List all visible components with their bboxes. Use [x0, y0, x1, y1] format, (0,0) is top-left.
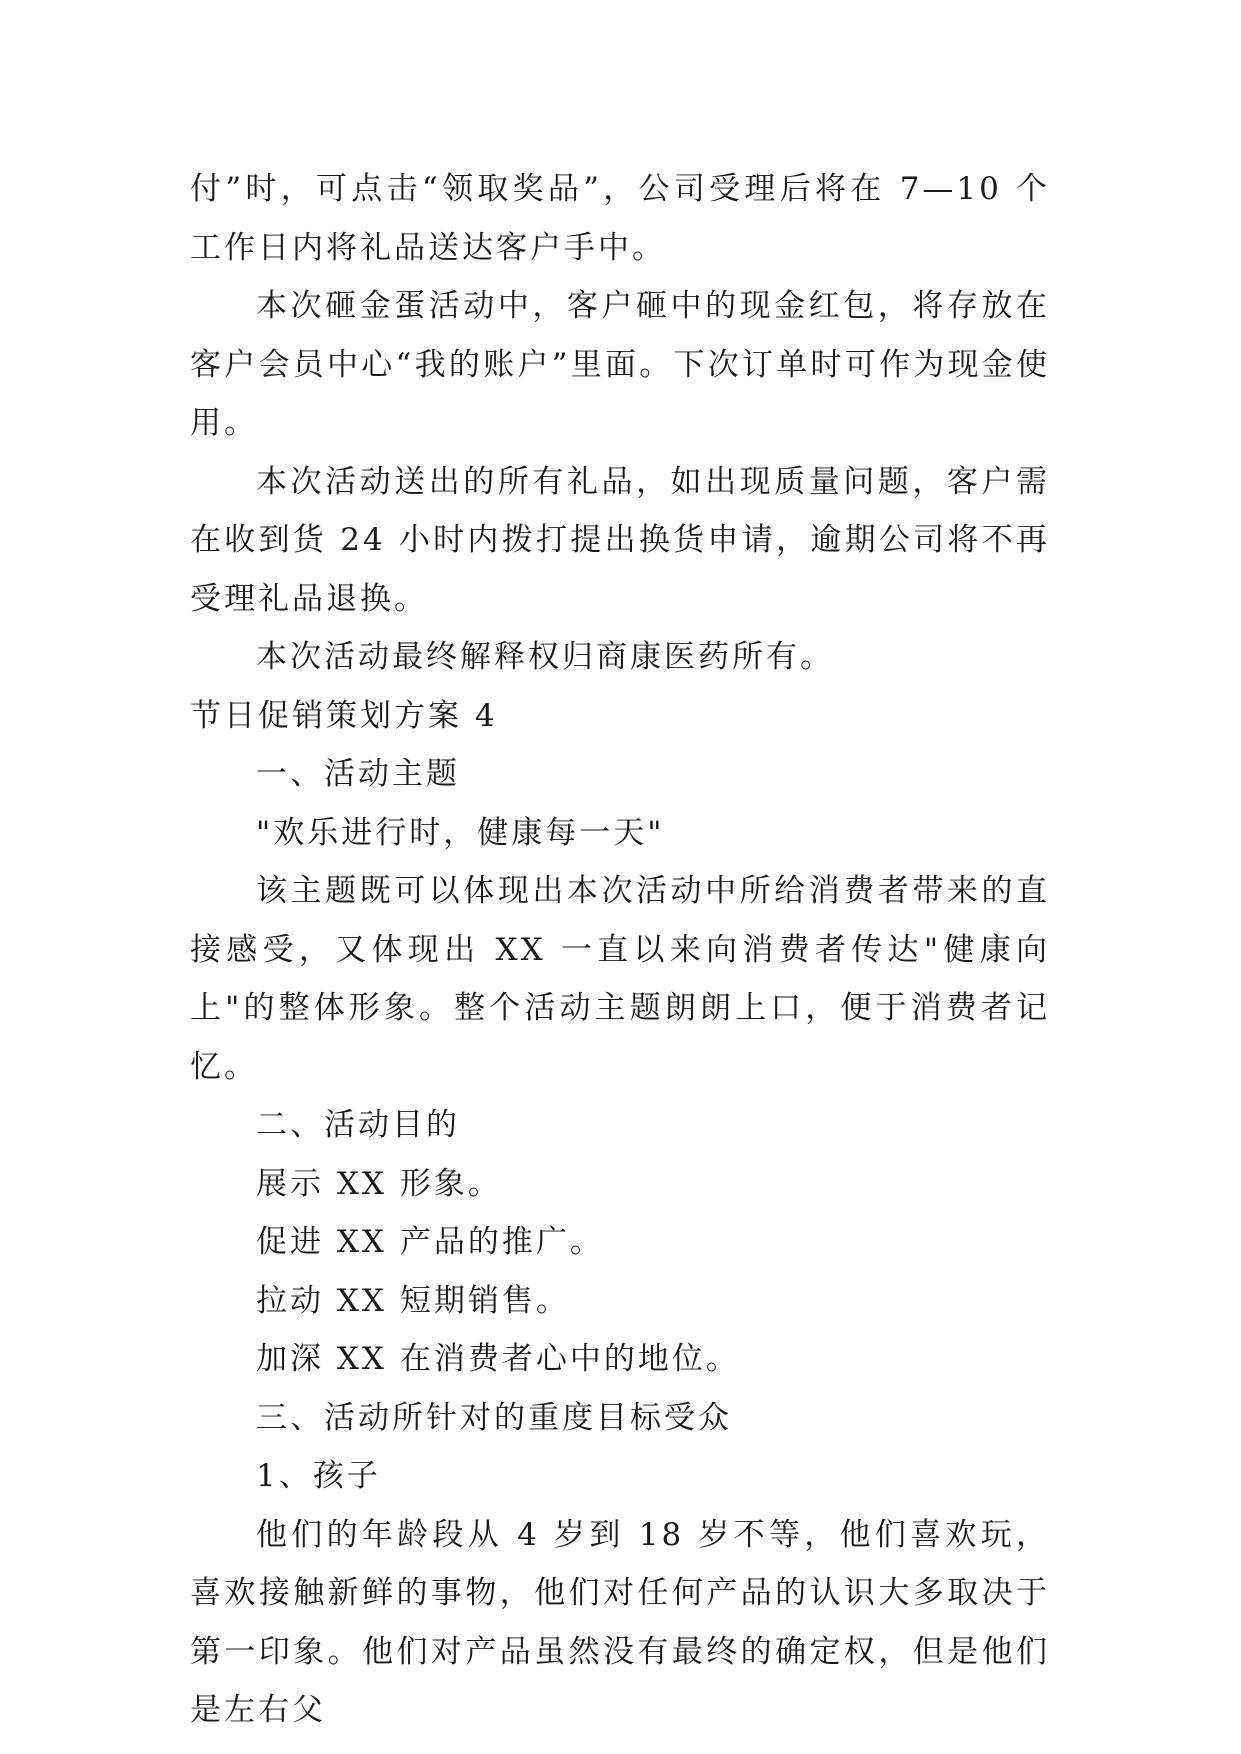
list-item-purpose-1: 展示 XX 形象。 [256, 1165, 502, 1202]
section-title-plan-4: 节日促销策划方案 4 [190, 697, 498, 734]
list-item-purpose-4: 加深 XX 在消费者心中的地位。 [256, 1341, 740, 1377]
list-item-purpose-2: 促进 XX 产品的推广。 [256, 1224, 604, 1260]
paragraph-cash-red-envelope: 本次砸金蛋活动中，客户砸中的现金红包，将存放在客户会员中心“我的账户”里面。下次订单时可作为现金使用。 [190, 288, 1050, 441]
heading-activity-purpose: 二、活动目的 [256, 1107, 460, 1143]
document-body [190, 160, 1050, 1740]
list-item-purpose-3: 拉动 XX 短期销售。 [256, 1282, 570, 1319]
heading-children: 1、孩子 [256, 1458, 381, 1494]
paragraph-theme-description: 该主题既可以体现出本次活动中所给消费者带来的直接感受，又体现出 XX 一直以来向消费者传达"健康向上"的整体形象。整个活动主题朗朗上口，便于消费者记忆。 [190, 873, 1050, 1085]
paragraph-gift-delivery: 付”时，可点击“领取奖品”，公司受理后将在 7—10 个工作日内将礼品送达客户手中。 [190, 171, 1050, 266]
heading-activity-theme: 一、活动主题 [256, 756, 460, 792]
paragraph-theme-slogan: "欢乐进行时，健康每一天" [256, 814, 665, 851]
paragraph-interpretation-right: 本次活动最终解释权归商康医药所有。 [256, 639, 834, 675]
paragraph-children-description: 他们的年龄段从 4 岁到 18 岁不等，他们喜欢玩，喜欢接触新鲜的事物，他们对任何产品的认识大多取决于第一印象。他们对产品虽然没有最终的确定权，但是他们是左右父 [190, 1516, 1050, 1728]
heading-target-audience: 三、活动所针对的重度目标受众 [256, 1399, 732, 1436]
paragraph-quality-exchange: 本次活动送出的所有礼品，如出现质量问题，客户需在收到货 24 小时内拨打提出换货申请，逾期公司将不再受理礼品退换。 [190, 463, 1050, 617]
